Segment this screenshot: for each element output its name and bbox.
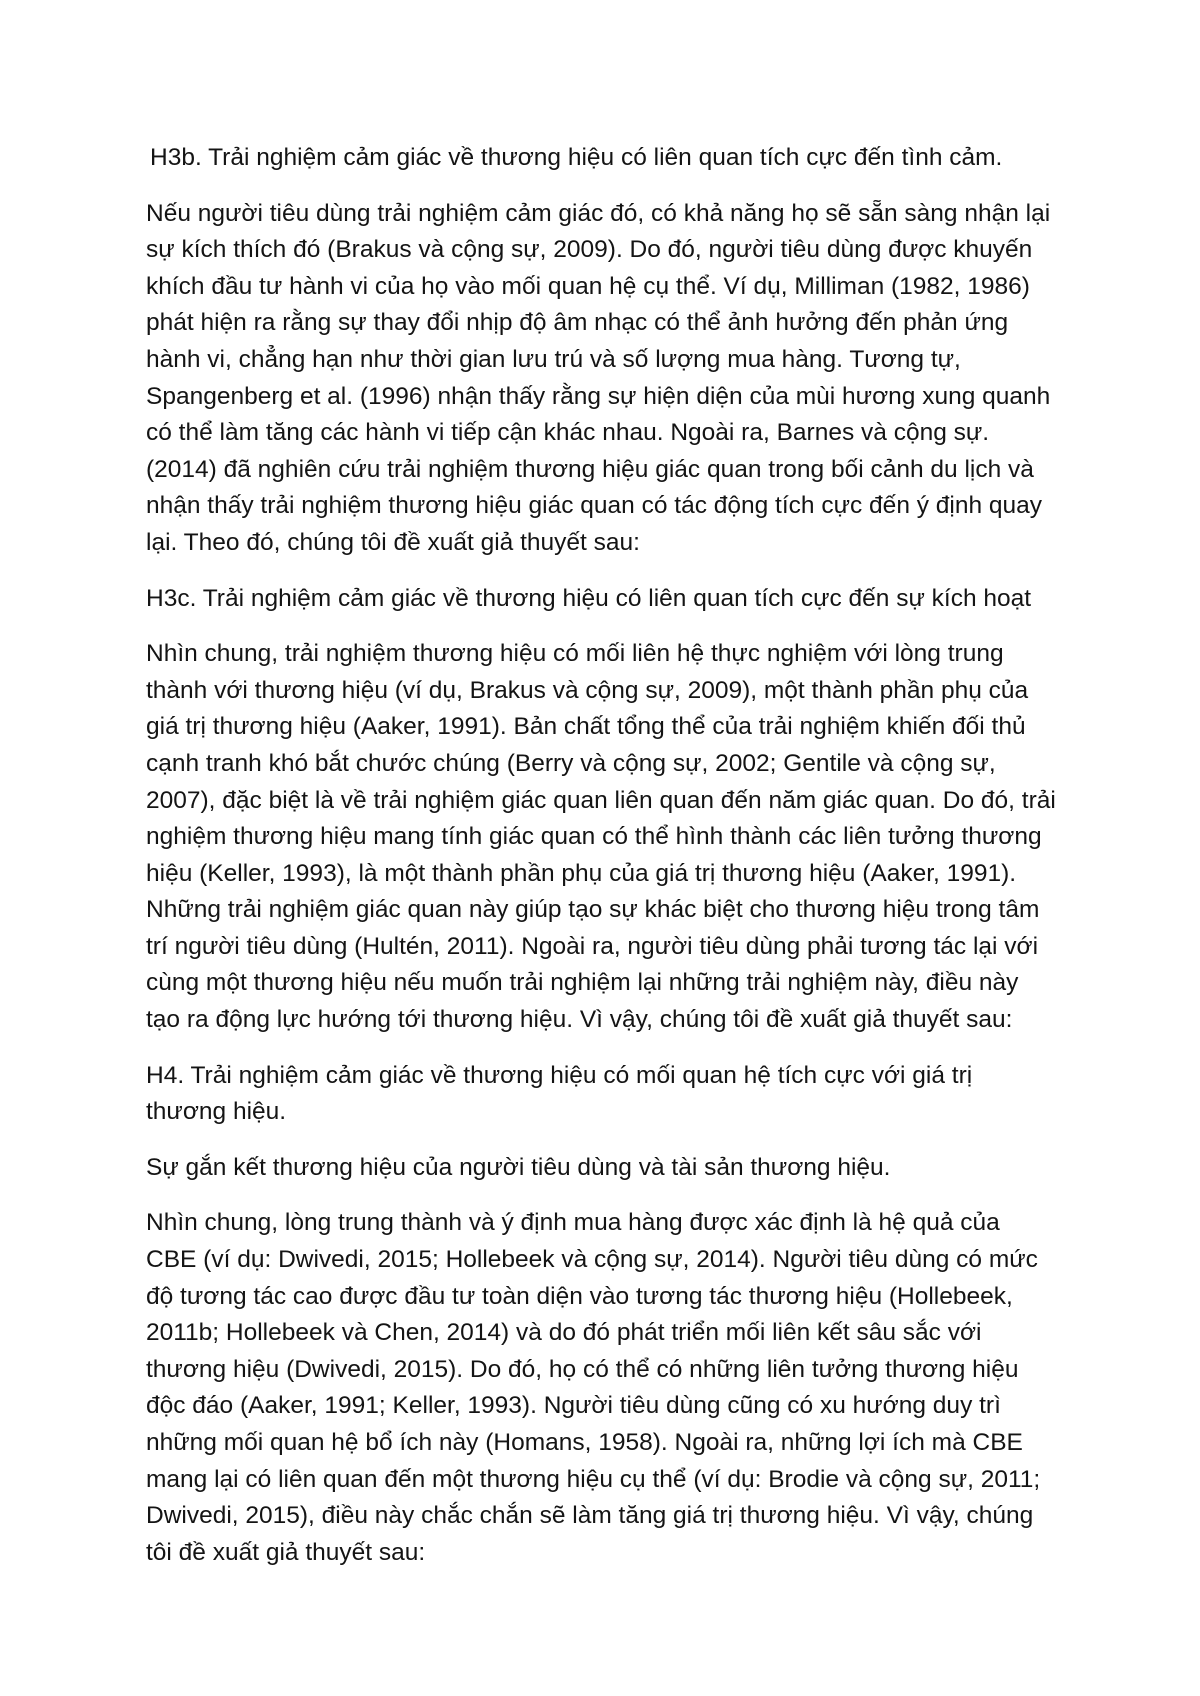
- hypothesis-h4: H4. Trải nghiệm cảm giác về thương hiệu có mối quan hệ tích cực với giá trị thương hiệu.: [146, 1061, 973, 1126]
- hypothesis-h3b: H3b. Trải nghiệm cảm giác về thương hiệu có liên quan tích cực đến tình cảm.: [150, 144, 1003, 171]
- body-paragraph-cbe: Nhìn chung, lòng trung thành và ý định mua hàng được xác định là hệ quả của CBE (ví dụ: Dwivedi, 2015; Hollebeek và cộng sự, 2014). Người tiêu dùng có mức độ tương tác cao được đầu tư toàn diện vào tương tác thương hiệu (Hollebeek, 2011b; Hollebeek và Chen, 2014) và do đó phát triển mối liên kết sâu sắc với thương hiệu (Dwivedi, 2015). Do đó, họ có thể có những liên tưởng thương hiệu độc đáo (Aaker, 1991; Keller, 1993). Người tiêu dùng cũng có xu hướng duy trì những mối quan hệ bổ ích này (Homans, 1958). Ngoài ra, những lợi ích mà CBE mang lại có liên quan đến một thương hiệu cụ thể (ví dụ: Brodie và cộng sự, 2011; Dwivedi, 2015), điều này chắc chắn sẽ làm tăng giá trị thương hiệu. Vì vậy, chúng tôi đề xuất giả thuyết sau:: [146, 1209, 1041, 1566]
- hypothesis-h3c: H3c. Trải nghiệm cảm giác về thương hiệu có liên quan tích cực đến sự kích hoạt: [146, 584, 1032, 612]
- body-paragraph-brand-loyalty: Nhìn chung, trải nghiệm thương hiệu có mối liên hệ thực nghiệm với lòng trung thành với thương hiệu (ví dụ, Brakus và cộng sự, 2009), một thành phần phụ của giá trị thương hiệu (Aaker, 1991). Bản chất tổng thể của trải nghiệm khiến đối thủ cạnh tranh khó bắt chước chúng (Berry và cộng sự, 2002; Gentile và cộng sự, 2007), đặc biệt là về trải nghiệm giác quan liên quan đến năm giác quan. Do đó, trải nghiệm thương hiệu mang tính giác quan có thể hình thành các liên tưởng thương hiệu (Keller, 1993), là một thành phần phụ của giá trị thương hiệu (Aaker, 1991). Những trải nghiệm giác quan này giúp tạo sự khác biệt cho thương hiệu trong tâm trí người tiêu dùng (Hultén, 2011). Ngoài ra, người tiêu dùng phải tương tác lại với cùng một thương hiệu nếu muốn trải nghiệm lại những trải nghiệm này, điều này tạo ra động lực hướng tới thương hiệu. Vì vậy, chúng tôi đề xuất giả thuyết sau:: [146, 640, 1056, 1034]
- document-page: [146, 140, 1056, 1590]
- body-paragraph-sensory-stimulation: Nếu người tiêu dùng trải nghiệm cảm giác đó, có khả năng họ sẽ sẵn sàng nhận lại sự kích thích đó (Brakus và cộng sự, 2009). Do đó, người tiêu dùng được khuyến khích đầu tư hành vi của họ vào mối quan hệ cụ thể. Ví dụ, Milliman (1982, 1986) phát hiện ra rằng sự thay đổi nhịp độ âm nhạc có thể ảnh hưởng đến phản ứng hành vi, chẳng hạn như thời gian lưu trú và số lượng mua hàng. Tương tự, Spangenberg et al. (1996) nhận thấy rằng sự hiện diện của mùi hương xung quanh có thể làm tăng các hành vi tiếp cận khác nhau. Ngoài ra, Barnes và cộng sự. (2014) đã nghiên cứu trải nghiệm thương hiệu giác quan trong bối cảnh du lịch và nhận thấy trải nghiệm thương hiệu giác quan có tác động tích cực đến ý định quay lại. Theo đó, chúng tôi đề xuất giả thuyết sau:: [146, 199, 1051, 556]
- section-heading-consumer-brand-engagement: Sự gắn kết thương hiệu của người tiêu dùng và tài sản thương hiệu.: [146, 1153, 891, 1181]
